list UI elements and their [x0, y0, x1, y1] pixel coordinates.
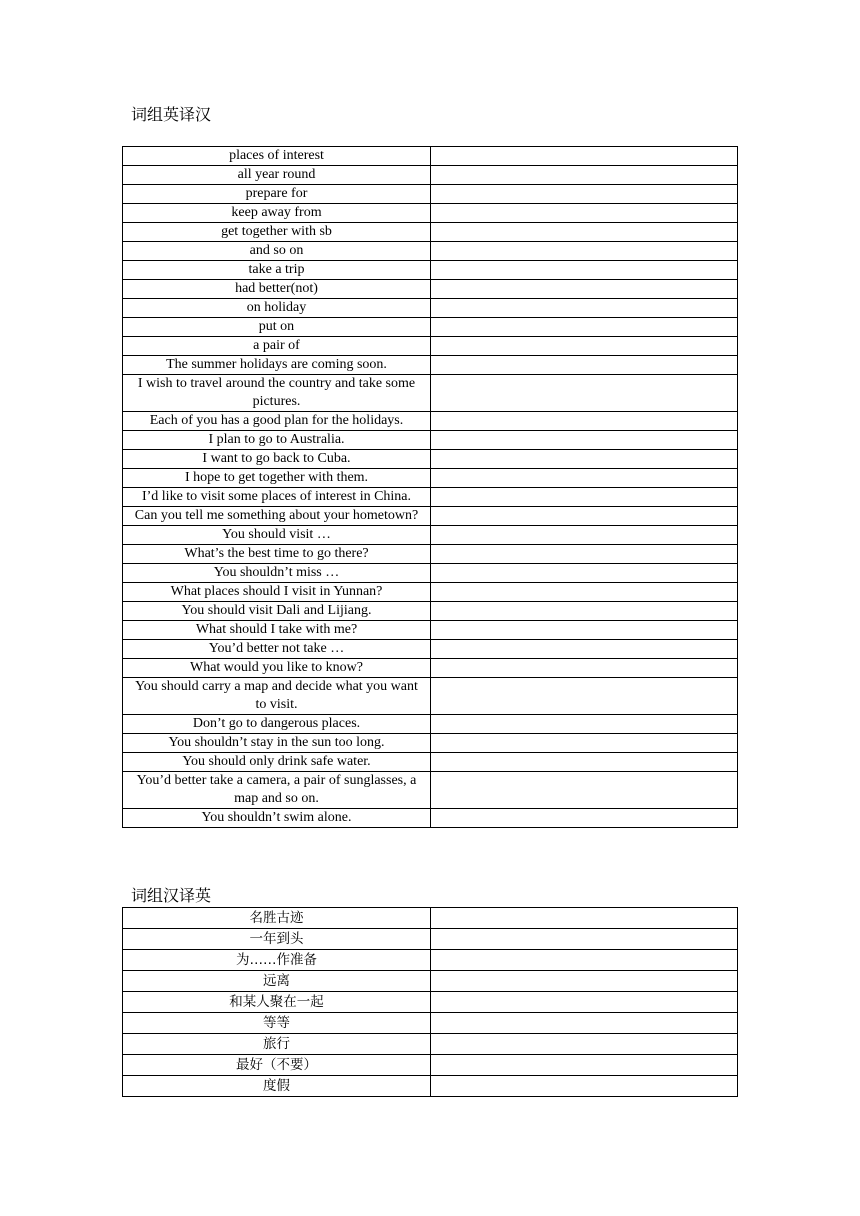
- answer-cell[interactable]: [431, 488, 738, 507]
- prompt-cell: 旅行: [123, 1034, 431, 1055]
- table-row: [123, 715, 738, 734]
- prompt-cell: a pair of: [123, 337, 431, 356]
- table-row: [123, 971, 738, 992]
- prompt-cell: put on: [123, 318, 431, 337]
- answer-cell[interactable]: [431, 299, 738, 318]
- answer-cell[interactable]: [431, 450, 738, 469]
- prompt-cell: You should carry a map and decide what you want to visit.: [123, 678, 431, 715]
- answer-cell[interactable]: [431, 185, 738, 204]
- table-row: [123, 678, 738, 715]
- table-row: [123, 583, 738, 602]
- section-title-en-to-zh: 词组英译汉: [131, 105, 212, 124]
- prompt-cell: You should visit Dali and Lijiang.: [123, 602, 431, 621]
- answer-cell[interactable]: [431, 242, 738, 261]
- table-row: [123, 753, 738, 772]
- answer-cell[interactable]: [431, 1055, 738, 1076]
- table-row: [123, 147, 738, 166]
- table-row: [123, 1034, 738, 1055]
- answer-cell[interactable]: [431, 734, 738, 753]
- answer-cell[interactable]: [431, 992, 738, 1013]
- table-row: [123, 1013, 738, 1034]
- prompt-cell: You should visit …: [123, 526, 431, 545]
- answer-cell[interactable]: [431, 204, 738, 223]
- prompt-cell: Can you tell me something about your hometown?: [123, 507, 431, 526]
- answer-cell[interactable]: [431, 261, 738, 280]
- answer-cell[interactable]: [431, 545, 738, 564]
- prompt-cell: You’d better not take …: [123, 640, 431, 659]
- table-row: [123, 318, 738, 337]
- prompt-cell: 最好（不要）: [123, 1055, 431, 1076]
- prompt-cell: 名胜古迹: [123, 908, 431, 929]
- prompt-cell: You shouldn’t miss …: [123, 564, 431, 583]
- answer-cell[interactable]: [431, 166, 738, 185]
- prompt-cell: You shouldn’t swim alone.: [123, 809, 431, 828]
- answer-cell[interactable]: [431, 507, 738, 526]
- table-row: [123, 375, 738, 412]
- prompt-cell: You’d better take a camera, a pair of sunglasses, a map and so on.: [123, 772, 431, 809]
- table-row: [123, 280, 738, 299]
- prompt-cell: I hope to get together with them.: [123, 469, 431, 488]
- table-row: [123, 950, 738, 971]
- table-row: [123, 564, 738, 583]
- prompt-cell: I’d like to visit some places of interest in China.: [123, 488, 431, 507]
- prompt-cell: Each of you has a good plan for the holidays.: [123, 412, 431, 431]
- table-row: [123, 640, 738, 659]
- prompt-cell: 远离: [123, 971, 431, 992]
- answer-cell[interactable]: [431, 356, 738, 375]
- answer-cell[interactable]: [431, 1013, 738, 1034]
- prompt-cell: 为……作准备: [123, 950, 431, 971]
- table-row: [123, 450, 738, 469]
- table-row: [123, 166, 738, 185]
- answer-cell[interactable]: [431, 412, 738, 431]
- section-title-zh-to-en: 词组汉译英: [131, 886, 212, 905]
- answer-cell[interactable]: [431, 564, 738, 583]
- answer-cell[interactable]: [431, 772, 738, 809]
- answer-cell[interactable]: [431, 469, 738, 488]
- answer-cell[interactable]: [431, 621, 738, 640]
- prompt-cell: 度假: [123, 1076, 431, 1097]
- prompt-cell: places of interest: [123, 147, 431, 166]
- prompt-cell: on holiday: [123, 299, 431, 318]
- answer-cell[interactable]: [431, 375, 738, 412]
- answer-cell[interactable]: [431, 337, 738, 356]
- answer-cell[interactable]: [431, 809, 738, 828]
- prompt-cell: keep away from: [123, 204, 431, 223]
- table-row: [123, 185, 738, 204]
- table-row: [123, 223, 738, 242]
- prompt-cell: What should I take with me?: [123, 621, 431, 640]
- table-row: [123, 545, 738, 564]
- zh-to-en-table: [122, 907, 738, 1097]
- answer-cell[interactable]: [431, 583, 738, 602]
- table-row: [123, 204, 738, 223]
- prompt-cell: I want to go back to Cuba.: [123, 450, 431, 469]
- prompt-cell: prepare for: [123, 185, 431, 204]
- table-row: [123, 621, 738, 640]
- answer-cell[interactable]: [431, 950, 738, 971]
- prompt-cell: You shouldn’t stay in the sun too long.: [123, 734, 431, 753]
- table-row: [123, 242, 738, 261]
- table-row: [123, 772, 738, 809]
- prompt-cell: Don’t go to dangerous places.: [123, 715, 431, 734]
- table-row: [123, 488, 738, 507]
- table-row: [123, 809, 738, 828]
- table-row: [123, 299, 738, 318]
- table-row: [123, 337, 738, 356]
- table-row: [123, 412, 738, 431]
- table-row: [123, 431, 738, 450]
- table-row: [123, 469, 738, 488]
- table-row: [123, 602, 738, 621]
- answer-cell[interactable]: [431, 318, 738, 337]
- prompt-cell: take a trip: [123, 261, 431, 280]
- answer-cell[interactable]: [431, 640, 738, 659]
- prompt-cell: 等等: [123, 1013, 431, 1034]
- answer-cell[interactable]: [431, 678, 738, 715]
- prompt-cell: You should only drink safe water.: [123, 753, 431, 772]
- prompt-cell: The summer holidays are coming soon.: [123, 356, 431, 375]
- answer-cell[interactable]: [431, 223, 738, 242]
- table-row: [123, 929, 738, 950]
- table-row: [123, 992, 738, 1013]
- prompt-cell: What places should I visit in Yunnan?: [123, 583, 431, 602]
- answer-cell[interactable]: [431, 280, 738, 299]
- answer-cell[interactable]: [431, 753, 738, 772]
- table-row: [123, 734, 738, 753]
- answer-cell[interactable]: [431, 908, 738, 929]
- prompt-cell: What’s the best time to go there?: [123, 545, 431, 564]
- answer-cell[interactable]: [431, 1034, 738, 1055]
- answer-cell[interactable]: [431, 147, 738, 166]
- prompt-cell: I wish to travel around the country and take some pictures.: [123, 375, 431, 412]
- prompt-cell: I plan to go to Australia.: [123, 431, 431, 450]
- table-row: [123, 1076, 738, 1097]
- table-row: [123, 356, 738, 375]
- table-row: [123, 1055, 738, 1076]
- table-row: [123, 908, 738, 929]
- table-row: [123, 526, 738, 545]
- prompt-cell: 和某人聚在一起: [123, 992, 431, 1013]
- table-row: [123, 261, 738, 280]
- table-row: [123, 659, 738, 678]
- answer-cell[interactable]: [431, 971, 738, 992]
- prompt-cell: had better(not): [123, 280, 431, 299]
- answer-cell[interactable]: [431, 1076, 738, 1097]
- prompt-cell: all year round: [123, 166, 431, 185]
- answer-cell[interactable]: [431, 602, 738, 621]
- prompt-cell: and so on: [123, 242, 431, 261]
- answer-cell[interactable]: [431, 431, 738, 450]
- table-row: [123, 507, 738, 526]
- answer-cell[interactable]: [431, 659, 738, 678]
- answer-cell[interactable]: [431, 715, 738, 734]
- prompt-cell: What would you like to know?: [123, 659, 431, 678]
- prompt-cell: get together with sb: [123, 223, 431, 242]
- prompt-cell: 一年到头: [123, 929, 431, 950]
- answer-cell[interactable]: [431, 526, 738, 545]
- answer-cell[interactable]: [431, 929, 738, 950]
- en-to-zh-table: [122, 146, 738, 828]
